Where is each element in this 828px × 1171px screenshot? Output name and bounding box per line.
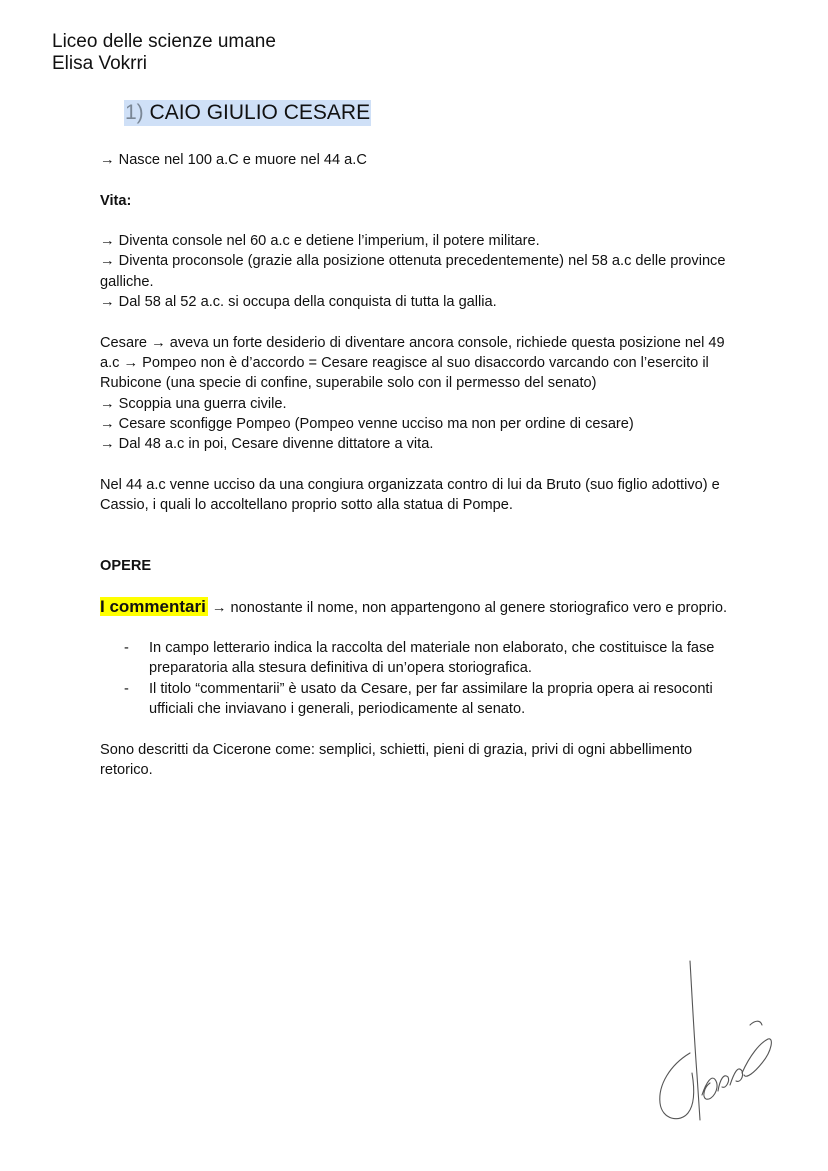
bullet-text: Il titolo “commentarii” è usato da Cesare, per far assimilare la propria opera ai resoconti ufficiali che inviavano i generali, periodicamente al senato. [149, 680, 713, 718]
school-name: Liceo delle scienze umane [52, 31, 276, 52]
handwritten-signature [650, 955, 780, 1130]
document-header [52, 31, 276, 75]
vita-heading: Vita: [100, 192, 132, 209]
bullet-dash: - [124, 680, 129, 697]
commentari-paragraph [100, 597, 730, 618]
death-paragraph: Nel 44 a.c venne ucciso da una congiura organizzata contro di lui da Bruto (suo figlio adottivo) e Cassio, i quali lo accoltellano proprio sotto alla statua di Pompe. [100, 476, 720, 514]
cesare-line: → Cesare sconfigge Pompeo (Pompeo venne ucciso ma non per ordine di cesare) [100, 415, 634, 432]
document-body [100, 150, 730, 780]
bullet-text: In campo letterario indica la raccolta del materiale non elaborato, che costituisce la fase preparatoria alla stesura definitiva di un’opera storiografica. [149, 640, 715, 677]
commentari-bullet-list [100, 638, 730, 719]
vita-line: → Dal 58 al 52 a.c. si occupa della conquista di tutta la gallia. [100, 294, 497, 311]
title-number: 1) [125, 101, 144, 124]
cesare-paragraph: Cesare → aveva un forte desiderio di diventare ancora console, richiede questa posizione nel 49 a.c → Pompeo non è d’accordo = Cesare reagisce al suo disaccordo varcando con l’esercito il Rubicone (una specie di confine, superabile solo con il permesso del senato) [100, 334, 725, 392]
author-name: Elisa Vokrri [52, 53, 148, 74]
list-item [100, 679, 730, 720]
commentari-highlight: I commentari [100, 596, 206, 616]
intro-line: → Nasce nel 100 a.C e muore nel 44 a.C [100, 152, 367, 168]
page-title [124, 100, 371, 126]
commentari-text: → nonostante il nome, non appartengono al genere storiografico vero e proprio. [211, 599, 728, 616]
vita-line: → Diventa proconsole (grazie alla posizione ottenuta precedentemente) nel 58 a.c delle province galliche. [100, 253, 726, 290]
bullet-dash: - [124, 640, 129, 657]
closing-paragraph: Sono descritti da Cicerone come: semplici, schietti, pieni di grazia, privi di ogni abbellimento retorico. [100, 741, 693, 778]
opere-heading: OPERE [100, 557, 152, 574]
list-item [100, 638, 730, 679]
cesare-line: → Scoppia una guerra civile. [100, 395, 287, 412]
vita-line: → Diventa console nel 60 a.c e detiene l’imperium, il potere militare. [100, 233, 540, 250]
title-text: CAIO GIULIO CESARE [149, 101, 371, 124]
cesare-line: → Dal 48 a.c in poi, Cesare divenne dittatore a vita. [100, 436, 434, 453]
